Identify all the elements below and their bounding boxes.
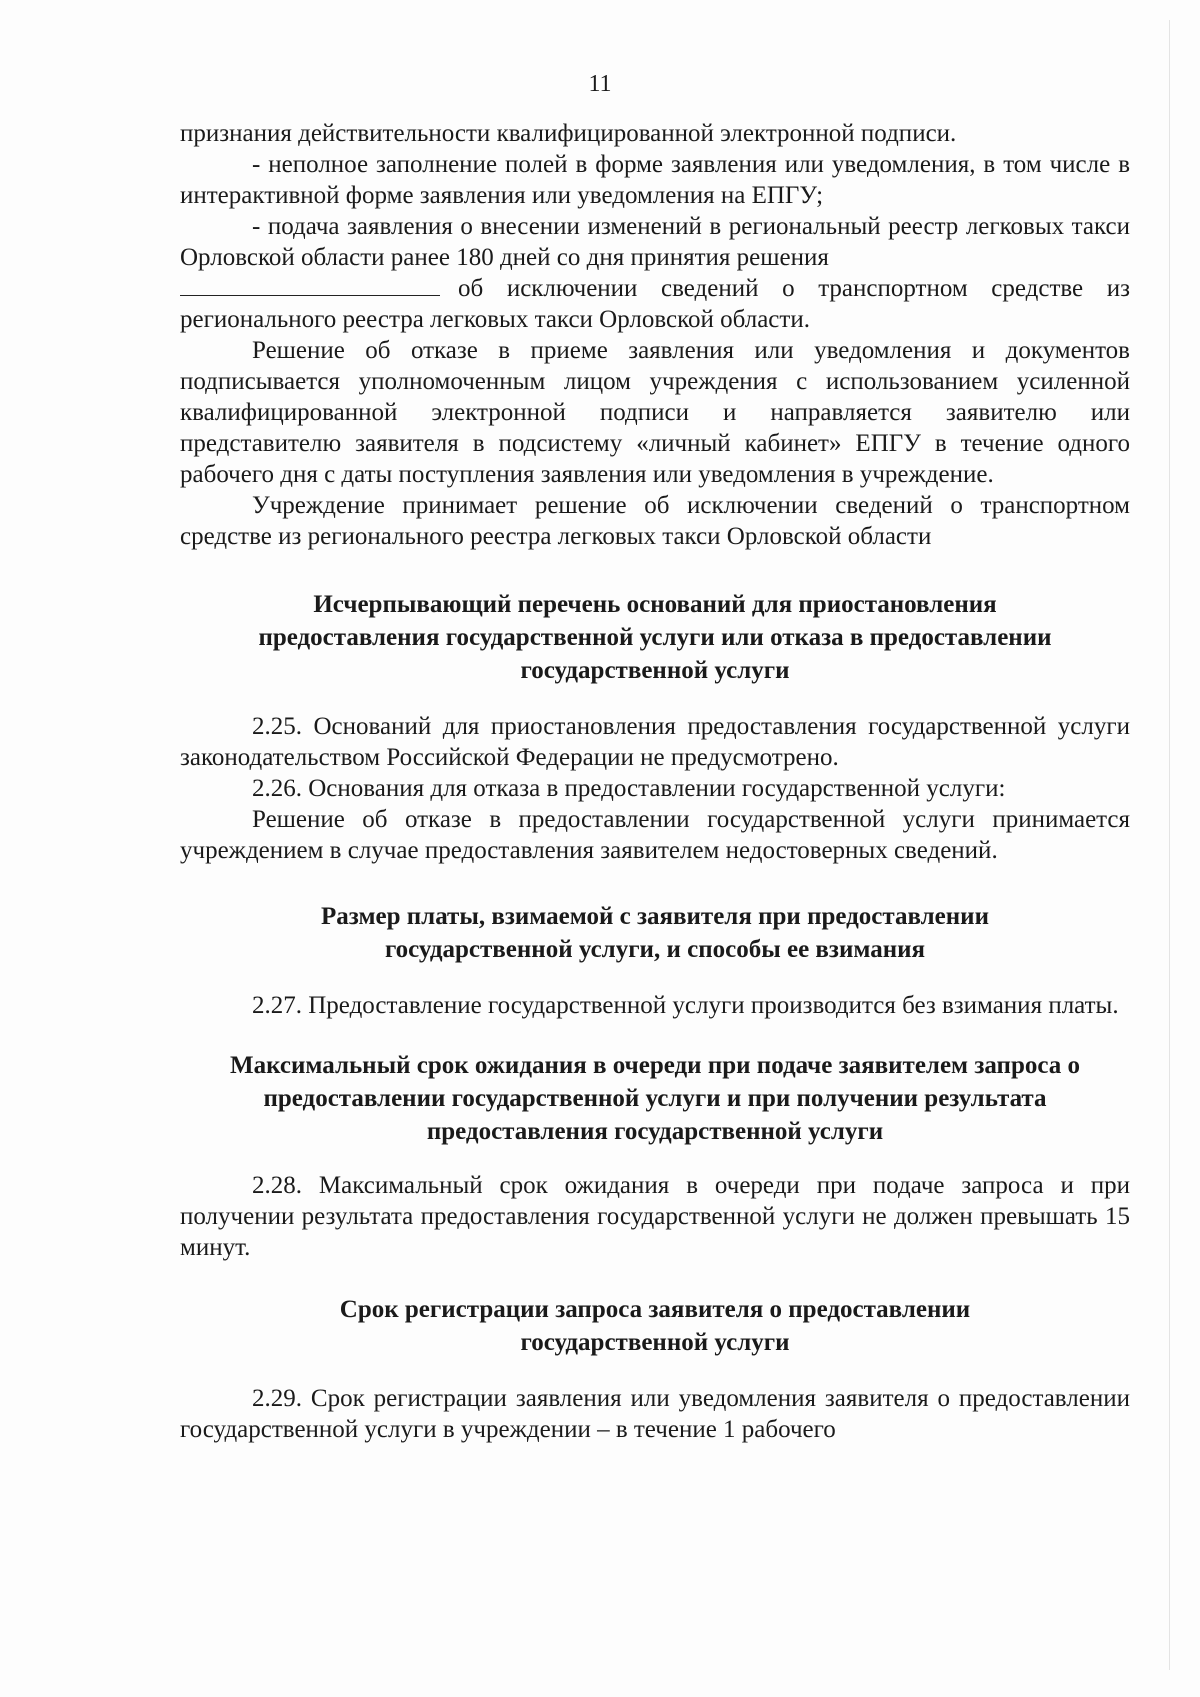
heading-line: государственной услуги, и способы ее взимания	[384, 936, 926, 963]
page-number: 11	[588, 71, 612, 97]
list-item: - подача заявления о внесении изменений в региональный реестр легковых такси Орловской области ранее 180 дней со дня принятия решения	[180, 213, 1130, 271]
section-heading	[180, 588, 1130, 687]
paragraph: 2.27. Предоставление государственной услуги производится без взимания платы.	[252, 992, 1119, 1019]
heading-line: предоставления государственной услуги	[426, 1118, 884, 1145]
section-heading	[180, 1293, 1130, 1359]
section-heading	[180, 900, 1130, 966]
heading-line: предоставления государственной услуги или отказа в предоставлении	[258, 624, 1052, 651]
paragraph-text: об исключении сведений о транспортном средстве из регионального реестра легковых такси Орловской области.	[180, 275, 1130, 333]
heading-line: государственной услуги	[520, 1329, 790, 1356]
paragraph: 2.25. Оснований для приостановления предоставления государственной услуги законодательством Российской Федерации не предусмотрено.	[180, 713, 1130, 771]
paragraph: Решение об отказе в приеме заявления или уведомления и документов подписывается уполномоченным лицом учреждения с использованием усиленной квалифицированной электронной подписи и направляется заявителю или представителю заявителя в подсистему «личный кабинет» ЕПГУ в течение одного рабочего дня с даты поступления заявления или уведомления в учреждение.	[180, 337, 1130, 488]
heading-line: государственной услуги	[520, 657, 790, 684]
paragraph: Учреждение принимает решение об исключении сведений о транспортном средстве из регионального реестра легковых такси Орловской области	[180, 492, 1130, 550]
paragraph: Решение об отказе в предоставлении государственной услуги принимается учреждением в случае предоставления заявителем недостоверных сведений.	[180, 806, 1130, 864]
heading-line: Размер платы, взимаемой с заявителя при предоставлении	[321, 903, 989, 930]
heading-line: Максимальный срок ожидания в очереди при подаче заявителем запроса о	[229, 1052, 1080, 1079]
paragraph-with-blank	[180, 273, 1130, 335]
scan-edge-line	[1169, 20, 1170, 1670]
list-item: - неполное заполнение полей в форме заявления или уведомления, в том числе в интерактивной форме заявления или уведомления на ЕПГУ;	[180, 151, 1130, 209]
paragraph: признания действительности квалифицированной электронной подписи.	[180, 120, 957, 147]
heading-line: Исчерпывающий перечень оснований для приостановления	[313, 591, 997, 618]
document-body	[180, 118, 1130, 1445]
paragraph: 2.26. Основания для отказа в предоставлении государственной услуги:	[252, 775, 1006, 802]
heading-line: Срок регистрации запроса заявителя о предоставлении	[339, 1296, 971, 1323]
section-heading	[180, 1049, 1130, 1148]
heading-line: предоставлении государственной услуги и при получении результата	[263, 1085, 1047, 1112]
blank-line	[180, 273, 440, 296]
paragraph: 2.28. Максимальный срок ожидания в очереди при подаче запроса и при получении результата предоставления государственной услуги не должен превышать 15 минут.	[180, 1172, 1130, 1261]
paragraph: 2.29. Срок регистрации заявления или уведомления заявителя о предоставлении государственной услуги в учреждении – в течение 1 рабочего	[180, 1385, 1130, 1443]
